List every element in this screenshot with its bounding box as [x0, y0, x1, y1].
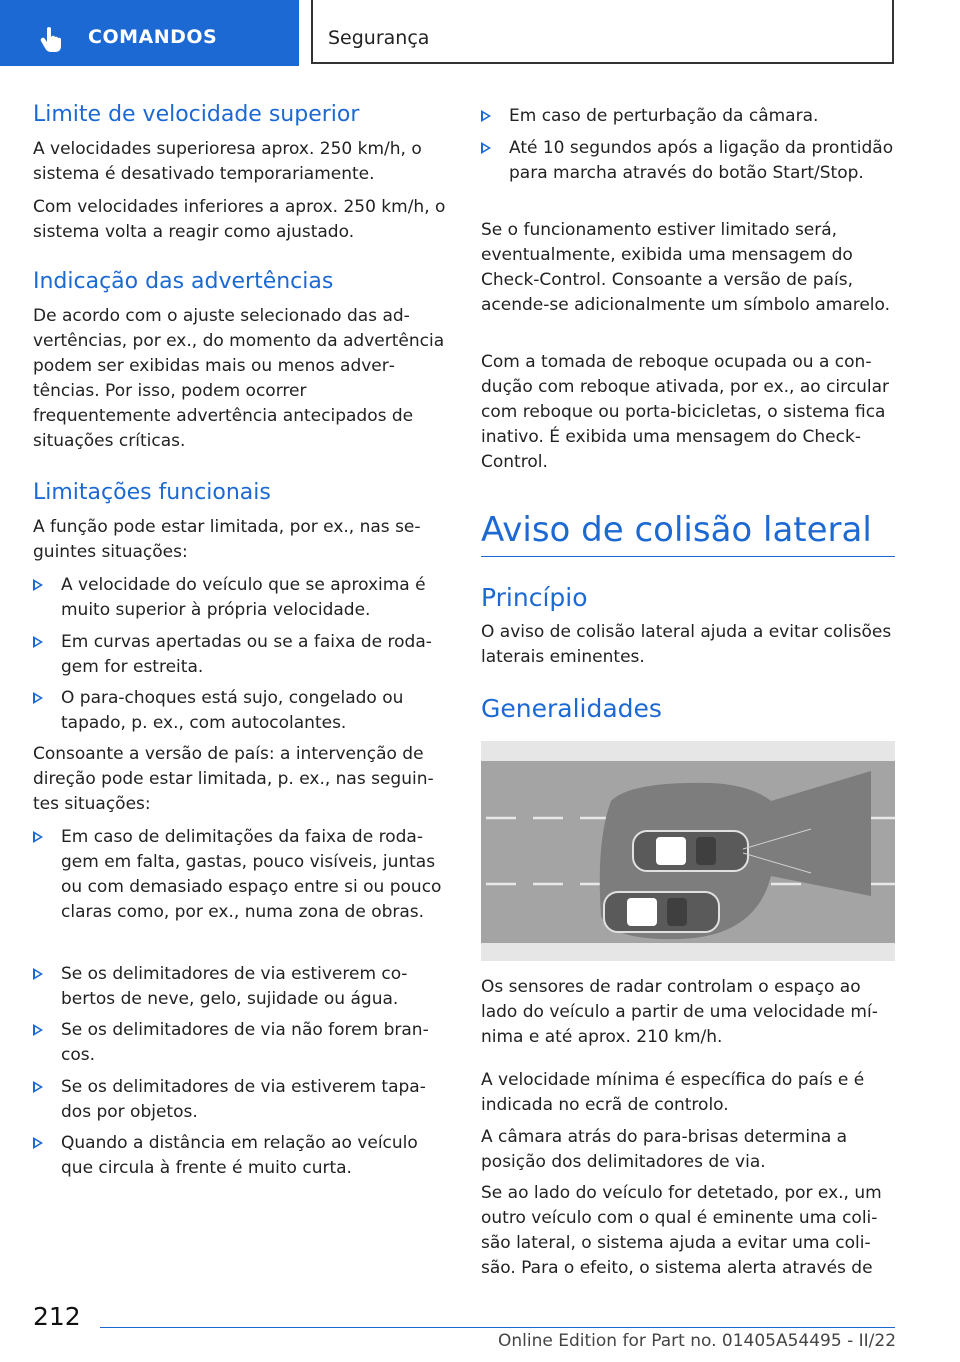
section-header	[311, 0, 894, 64]
list-item-text: Se os delimitadores de via estiverem cobertos de neve, gelo, sujidade ou água.	[61, 964, 408, 1009]
list-item-text: Em caso de perturbação da câmara.	[509, 106, 819, 126]
list-item-text: Quando a distância em relação ao veículo que circula à frente é muito curta.	[61, 1133, 418, 1178]
paragraph: A câmara atrás do para-brisas determina a posição dos delimitadores de via.	[481, 1127, 848, 1172]
footer-edition: Online Edition for Part no. 01405A54495 - II/22	[498, 1331, 897, 1351]
list-item-text: Em caso de delimitações da faixa de rodagem em falta, gastas, pouco visíveis, juntas ou com demasiado espaço entre si ou pouco claras como, por ex., numa zona de obras.	[61, 827, 442, 922]
car-front	[633, 831, 748, 871]
triangle-bullet-icon	[481, 110, 491, 122]
paragraph: Se ao lado do veículo for detetado, por ex., um outro veículo com o qual é eminente uma colisão lateral, o sistema ajuda a evitar uma colisão. Para o efeito, o sistema alerta através de	[481, 1183, 882, 1278]
list-item-text: O para-choques está sujo, congelado ou tapado, p. ex., com autocolantes.	[61, 688, 404, 733]
paragraph: Consoante a versão de país: a intervenção de direção pode estar limitada, p. ex., nas seguintes situações:	[33, 744, 434, 814]
paragraph: A velocidade mínima é específica do país e é indicada no ecrã de controlo.	[481, 1070, 865, 1115]
car-rear	[604, 892, 719, 932]
list-item-text: Se os delimitadores de via não forem brancos.	[61, 1020, 429, 1065]
paragraph: Com velocidades inferiores a aprox. 250 km/h, o sistema volta a reagir como ajustado.	[33, 197, 446, 242]
paragraph: De acordo com o ajuste selecionado das advertências, por ex., do momento da advertência podem ser exibidas mais ou menos advertências. Por isso, podem ocorrer frequentemente advertência antecipados de situações críticas.	[33, 306, 445, 451]
triangle-bullet-icon	[33, 1024, 43, 1036]
hand-pointer-icon	[38, 24, 68, 54]
footer-rule	[100, 1327, 895, 1328]
heading-indicacao-advertencias: Indicação das advertências	[33, 269, 334, 294]
list-item	[33, 686, 448, 736]
chapter-title: COMANDOS	[88, 26, 218, 48]
list-item	[33, 1131, 448, 1181]
list-item	[33, 962, 448, 1012]
paragraph: A função pode estar limitada, por ex., nas seguintes situações:	[33, 517, 421, 562]
list-item	[481, 104, 895, 129]
list-item	[33, 1075, 448, 1125]
list-item	[33, 573, 448, 623]
paragraph: Se o funcionamento estiver limitado será, eventualmente, exibida uma mensagem do Check-Control. Consoante a versão de país, acende-se adicionalmente um símbolo amarelo.	[481, 220, 891, 315]
page-number: 212	[33, 1302, 81, 1331]
list-item	[33, 825, 448, 925]
triangle-bullet-icon	[33, 831, 43, 843]
paragraph: Com a tomada de reboque ocupada ou a condução com reboque ativada, por ex., ao circular com reboque ou porta-bicicletas, o sistema fica inativo. É exibida uma mensagem do Check-Control.	[481, 352, 890, 472]
section-title: Segurança	[328, 27, 430, 49]
heading-aviso-colisao-lateral: Aviso de colisão lateral	[481, 510, 872, 550]
list-item-text: Se os delimitadores de via estiverem tapados por objetos.	[61, 1077, 426, 1122]
triangle-bullet-icon	[481, 142, 491, 154]
heading-principio: Princípio	[481, 583, 588, 612]
list-item-text: A velocidade do veículo que se aproxima é muito superior à própria velocidade.	[61, 575, 426, 620]
chapter-tab[interactable]	[0, 0, 299, 66]
list-item-text: Em curvas apertadas ou se a faixa de rodagem for estreita.	[61, 632, 432, 677]
list-item	[481, 136, 895, 186]
triangle-bullet-icon	[33, 968, 43, 980]
heading-limite-velocidade: Limite de velocidade superior	[33, 102, 360, 127]
list-item-text: Até 10 segundos após a ligação da prontidão para marcha através do botão Start/Stop.	[509, 138, 894, 183]
side-collision-illustration	[481, 741, 895, 961]
paragraph: Os sensores de radar controlam o espaço ao lado do veículo a partir de uma velocidade mínima e até aprox. 210 km/h.	[481, 977, 878, 1047]
list-item	[33, 1018, 448, 1068]
heading-limitacoes-funcionais: Limitações funcionais	[33, 480, 271, 505]
heading-generalidades: Generalidades	[481, 694, 662, 723]
list-item	[33, 630, 448, 680]
triangle-bullet-icon	[33, 692, 43, 704]
triangle-bullet-icon	[33, 579, 43, 591]
triangle-bullet-icon	[33, 636, 43, 648]
heading-rule	[481, 556, 895, 557]
paragraph: O aviso de colisão lateral ajuda a evitar colisões laterais eminentes.	[481, 622, 892, 667]
triangle-bullet-icon	[33, 1081, 43, 1093]
triangle-bullet-icon	[33, 1137, 43, 1149]
paragraph: A velocidades superioresa aprox. 250 km/h, o sistema é desativado temporariamente.	[33, 139, 422, 184]
